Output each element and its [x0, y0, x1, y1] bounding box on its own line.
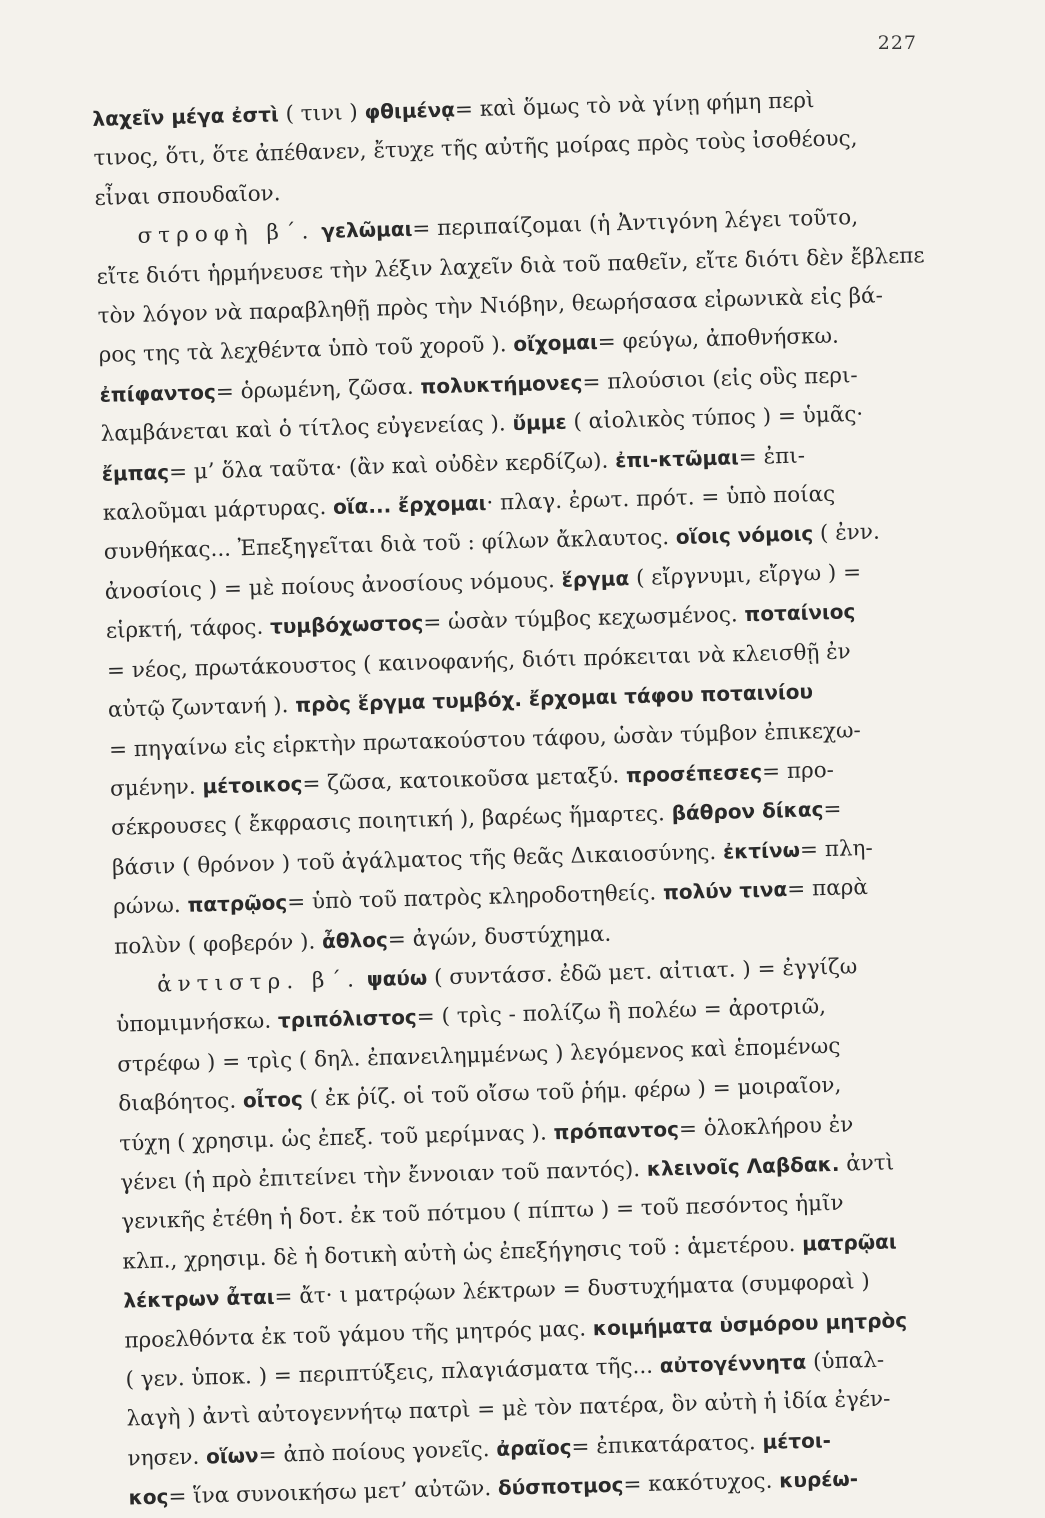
headword: κος — [128, 1484, 169, 1510]
headword: πατρῷος — [187, 890, 288, 917]
gloss-text: ἀντὶ — [839, 1150, 895, 1177]
headword: ἕργμα — [561, 565, 630, 592]
gloss-text: λαγὴ ) ἀντὶ αὐτογεννήτῳ πατρὶ = μὲ τὸν πατέρα, ὃν αὐτὴ ἡ ἰδία ἐγέν- — [126, 1386, 891, 1432]
gloss-text: · πλαγ. ἐρωτ. πρότ. = ὑπὸ ποίας — [486, 481, 836, 516]
headword: πολύν τινα — [662, 877, 788, 905]
gloss-text: ( εἴργνυμι, εἴργω ) = — [628, 559, 862, 591]
gloss-text: = ἵνα συνοικήσω μετ’ αὐτῶν. — [168, 1476, 499, 1510]
headword: οἵων — [205, 1442, 259, 1469]
gloss-text: κλπ., χρησιμ. δὲ ἡ δοτικὴ αὐτὴ ὡς ἐπεξήγησις τοῦ : ἁμετέρου. — [122, 1231, 803, 1275]
gloss-text: = καὶ ὅμως τὸ νὰ γίνῃ φήμη περὶ — [454, 88, 815, 123]
gloss-text: ὑπομιμνήσκω. — [115, 1008, 279, 1039]
gloss-text: προελθόντα ἐκ τοῦ γάμου τῆς μητρός μας. — [124, 1315, 594, 1354]
gloss-text: = νέος, πρωτάκουστος ( καινοφανής, διότι πρόκειται νὰ κλεισθῇ ἐν — [106, 639, 852, 684]
gloss-text: ρος της τὰ λεχθέντα ὑπὸ τοῦ χοροῦ ). — [98, 332, 514, 369]
gloss-text: = μ’ ὅλα ταῦτα· (ἂν καὶ οὐδὲν κερδίζω). — [168, 448, 616, 485]
gloss-text: = ( τρὶς - πολίζω ἢ πολέω = ἀροτριῶ, — [416, 994, 827, 1031]
gloss-text: γένει (ἡ πρὸ ἐπιτείνει τὴν ἔννοιαν τοῦ παντός). — [120, 1156, 648, 1196]
headword: ψαύω — [366, 965, 428, 992]
headword: ὔμμε — [512, 409, 567, 436]
headword: λαχεῖν μέγα ἐστὶ — [92, 102, 279, 131]
gloss-text: εἱρκτή, τάφος. — [105, 614, 271, 645]
gloss-text: = περιπαίζομαι (ἡ Ἀντιγόνη λέγει τοῦτο, — [412, 205, 859, 242]
gloss-text: = ζῶσα, κατοικοῦσα μεταξύ. — [302, 763, 627, 797]
gloss-text: = ὡσὰν τύμβος κεχωσμένος. — [422, 602, 745, 636]
gloss-text: = ἐπικατάρατος. — [571, 1429, 763, 1460]
headword: ἀραῖος — [496, 1434, 572, 1461]
gloss-text: νησεν. — [127, 1444, 207, 1472]
headword: αὐτογέννητα — [659, 1349, 807, 1378]
gloss-text: τύχη ( χρησιμ. ὡς ἐπεξ. τοῦ μερίμνας ). — [119, 1119, 554, 1157]
gloss-text: στρέφω ) = τρὶς ( δηλ. ἐπανειλημμένως ) λεγόμενος καὶ ἑπομένως — [116, 1033, 841, 1078]
gloss-text: ἀνοσίοις ) = μὲ ποίους ἀνοσίους νόμους. — [104, 567, 563, 605]
headword: τυμβόχωστος — [269, 610, 424, 639]
gloss-text: ( γεν. ὑποκ. ) = περιπτύξεις, πλαγιάσματα τῆς... — [125, 1353, 661, 1393]
headword: δύσποτμος — [497, 1472, 624, 1501]
gloss-text: ρώνω. — [112, 892, 188, 920]
gloss-text: = ἐπι- — [738, 443, 806, 470]
headword: πρὸς ἕργμα τυμβόχ. ἔρχομαι τάφου ποταινίου — [294, 679, 814, 717]
headword: μέτοι- — [762, 1427, 832, 1454]
headword: ματρῷαι — [801, 1229, 897, 1256]
headword: ἐπι-κτῶμαι — [614, 444, 740, 473]
headword: κυρέω- — [778, 1466, 859, 1493]
gloss-text: = ὁρωμένη, ζῶσα. — [215, 374, 421, 405]
headword: οἶτος — [242, 1086, 304, 1113]
headword: κοιμήματα ὑσμόρου μητρὸς — [592, 1307, 908, 1340]
gloss-text: = ὁλοκλήρου ἐν — [678, 1111, 854, 1142]
gloss-text: ( αἰολικὸς τύπος ) = ὑμᾶς· — [566, 402, 864, 435]
page-number: 227 — [877, 32, 917, 54]
gloss-text: βάσιν ( θρόνον ) τοῦ ἀγάλματος τῆς θεᾶς Δικαιοσύνης. — [111, 839, 724, 881]
gloss-text: ( ἐκ ῥίζ. οἱ τοῦ οἴσω τοῦ ῥήμ. φέρω ) = μοιραῖον, — [302, 1072, 842, 1112]
section-heading: ἀντιστρ. β΄. — [156, 967, 361, 998]
headword: ἐκτίνω — [722, 837, 801, 864]
gloss-text: εἴτε διότι ἡρμήνευσε τὴν λέξιν λαχεῖν διὰ τοῦ παθεῖν, εἴτε διότι δὲν ἔβλεπε — [96, 242, 925, 290]
gloss-text: = παρὰ — [786, 875, 869, 903]
headword: προσέπεσες — [625, 759, 763, 788]
headword: τριπόλιστος — [277, 1005, 418, 1033]
gloss-text: ( ἐνν. — [812, 520, 881, 547]
gloss-text: τὸν λόγον νὰ παραβληθῇ πρὸς τὴν Νιόβην, θεωρήσασα εἰρωνικὰ εἰς βά- — [97, 283, 884, 329]
gloss-text: σέκρουσες ( ἔκφρασις ποιητική ), βαρέως ἥμαρτες. — [110, 801, 673, 842]
section-heading: στροφὴ β΄. — [137, 219, 315, 250]
headword: πρόπαντος — [553, 1116, 680, 1144]
gloss-text: = — [823, 796, 842, 823]
headword: μέτοικος — [202, 771, 303, 799]
headword: πολυκτήμονες — [420, 370, 583, 399]
gloss-text: = προ- — [761, 757, 835, 785]
gloss-text: = πλούσιοι (εἰς οὓς περι- — [582, 362, 858, 396]
gloss-text: = φεύγω, ἀποθνήσκω. — [597, 323, 840, 356]
gloss-text: συνθήκας... Ἐπεξηγεῖται διὰ τοῦ : φίλων ἄκλαυτος. — [103, 525, 677, 566]
headword: ἐπίφαντος — [99, 379, 217, 407]
headword: κλεινοῖς Λαβδακ. — [646, 1151, 840, 1181]
headword: φθιμένᾳ — [364, 97, 456, 124]
gloss-text: λαμβάνεται καὶ ὁ τίτλος εὐγενείας ). — [100, 411, 513, 448]
headword: οἵοις νόμοις — [675, 521, 814, 550]
headword: ἆθλος — [321, 927, 389, 953]
gloss-text: = κακότυχος. — [623, 1468, 780, 1498]
headword: οἴχομαι — [513, 330, 599, 357]
gloss-text: σμένην. — [109, 774, 203, 802]
gloss-text: = ἀπὸ ποίους γονεῖς. — [258, 1436, 497, 1468]
gloss-text: = πλη- — [799, 835, 873, 863]
headword: οἵα... ἔρχομαι — [332, 490, 487, 519]
gloss-text: γενικῆς ἐτέθη ἡ δοτ. ἐκ τοῦ πότμου ( πίπτω ) = τοῦ πεσόντος ἡμῖν — [121, 1191, 844, 1235]
headword: βάθρον δίκας — [671, 797, 824, 826]
gloss-text: = ὑπὸ τοῦ πατρὸς κληροδοτηθείς. — [286, 880, 664, 916]
headword: ποταίνιος — [744, 599, 856, 627]
gloss-text: = ἀγών, δυστύχημα. — [387, 921, 612, 953]
gloss-text: αὐτῷ ζωντανή ). — [107, 692, 296, 723]
headword: λέκτρων ἆται — [123, 1284, 275, 1313]
gloss-text: = πηγαίνω εἰς εἱρκτὴν πρωτακούστου τάφου, ὡσὰν τύμβον ἐπικεχω- — [108, 717, 862, 763]
gloss-text: = ἄτ· ι ματρῴων λέκτρων = δυστυχήματα (συμφοραὶ ) — [274, 1269, 871, 1310]
headword: γελῶμαι — [320, 216, 413, 244]
headword: ἔμπας — [101, 459, 170, 486]
gloss-text: ( συντάσσ. ἐδῶ μετ. αἰτιατ. ) = ἐγγίζω — [426, 954, 858, 991]
gloss-text: εἶναι σπουδαῖον. — [94, 180, 281, 211]
gloss-text: διαβόητος. — [117, 1088, 244, 1117]
gloss-text: τινος, ὅτι, ὅτε ἀπέθανεν, ἔτυχε τῆς αὐτῆς μοίρας πρὸς τοὺς ἰσοθέους, — [93, 126, 858, 172]
commentary-text — [92, 77, 1009, 1518]
gloss-text: πολὺν ( φοβερόν ). — [113, 928, 323, 960]
gloss-text: (ὑπαλ- — [805, 1347, 885, 1375]
gloss-text: ( τινι ) — [278, 99, 365, 128]
gloss-text: καλοῦμαι μάρτυρας. — [102, 494, 334, 526]
